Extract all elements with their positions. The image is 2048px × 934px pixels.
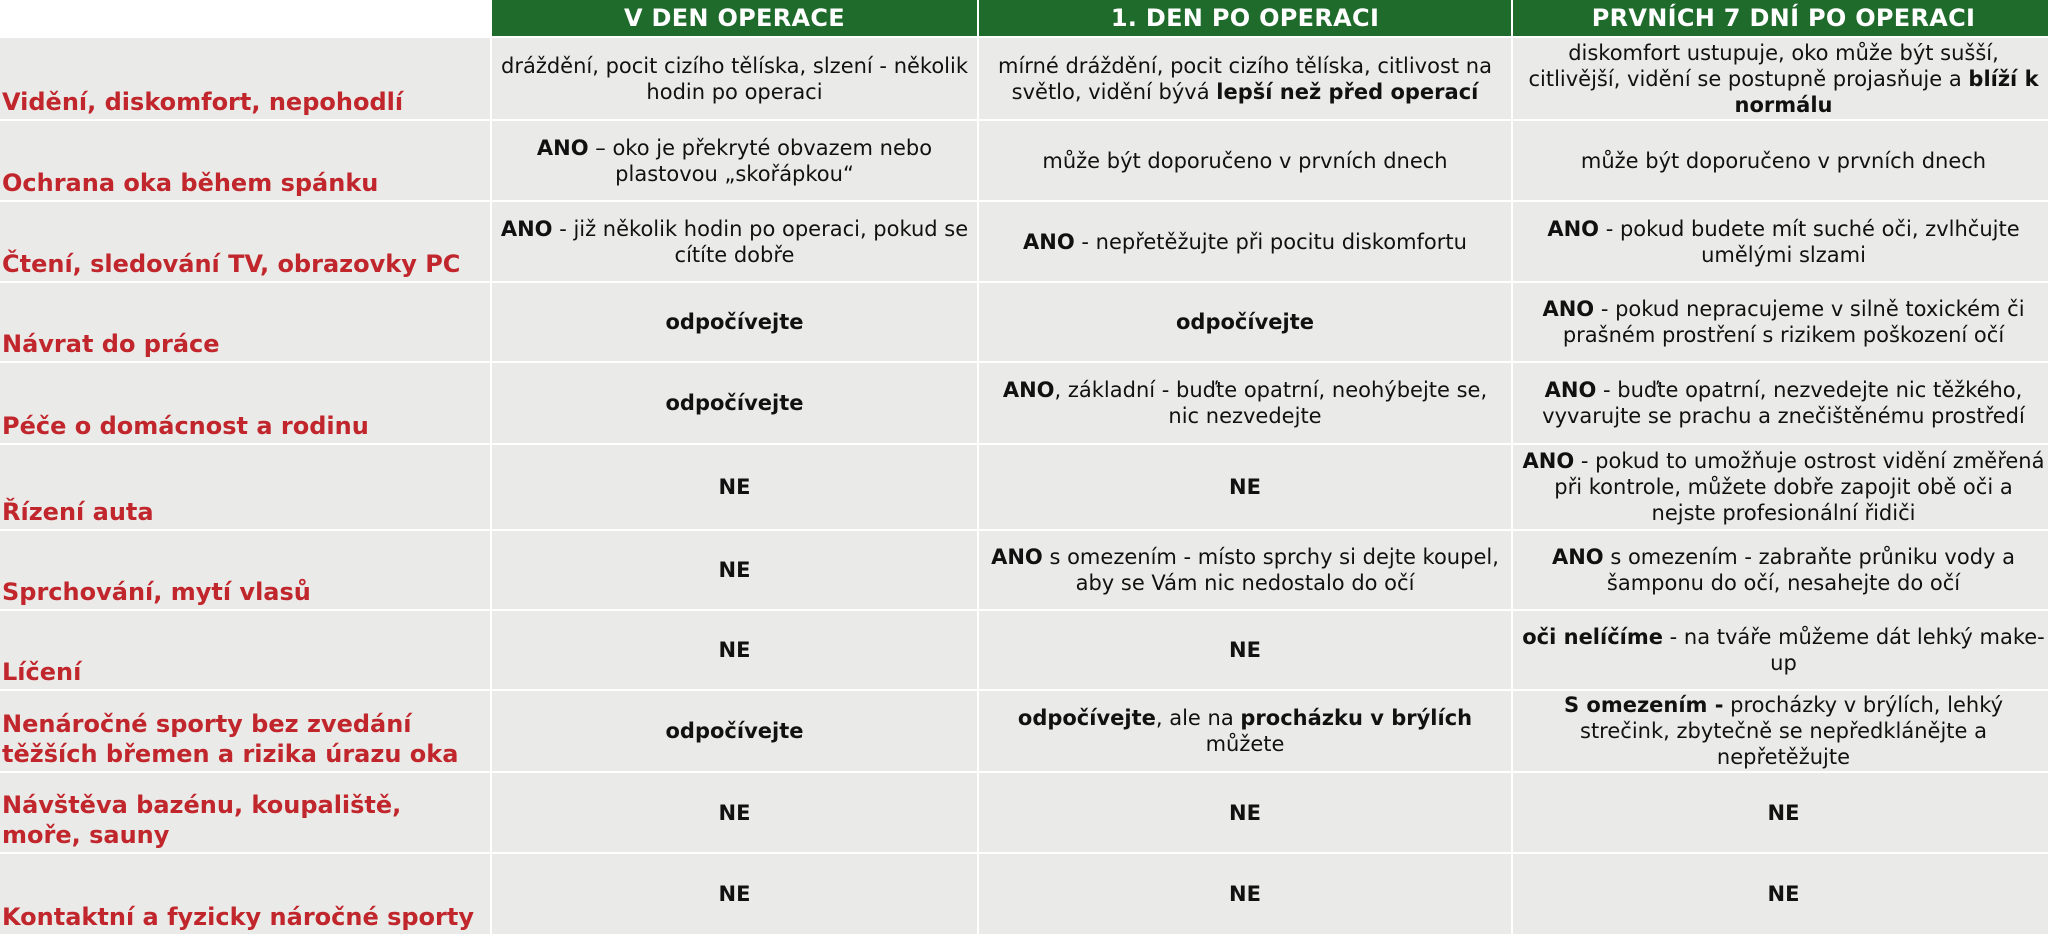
table-cell	[979, 854, 1511, 934]
cell-text-bold: ANO	[536, 135, 589, 160]
table-cell	[979, 38, 1511, 119]
table-cell	[1513, 691, 2048, 771]
cell-text	[1042, 148, 1447, 174]
table-cell	[492, 611, 977, 689]
table-cell	[1513, 611, 2048, 689]
cell-text-bold: NE	[718, 800, 751, 825]
column-header-first-day-after: 1. DEN PO OPERACI	[979, 0, 1511, 36]
cell-text-bold: odpočívejte	[1017, 706, 1156, 730]
cell-text	[1229, 881, 1261, 907]
column-header-day-of-surgery: V DEN OPERACE	[492, 0, 977, 36]
cell-text-bold: ANO	[1544, 378, 1597, 402]
cell-text-segment: - na tváře můžeme dát lehký make-up	[1662, 625, 2045, 675]
cell-text-segment: diskomfort ustupuje, oko může být sušší, citlivější, vidění se postupně projasňuje a	[1528, 40, 1999, 91]
cell-text-bold: NE	[718, 638, 751, 662]
table-corner	[0, 0, 490, 36]
cell-text	[987, 377, 1503, 429]
row-label: Péče o domácnost a rodinu	[0, 363, 490, 443]
cell-text	[1581, 148, 1986, 174]
cell-text	[1521, 624, 2046, 676]
table-cell	[492, 38, 977, 119]
cell-text-bold: NE	[1229, 882, 1261, 906]
table-cell	[979, 363, 1511, 443]
cell-text	[666, 390, 804, 416]
table-cell	[492, 121, 977, 200]
table-cell	[1513, 202, 2048, 281]
cell-text	[719, 637, 751, 663]
cell-text-bold: NE	[718, 475, 751, 499]
table-cell	[492, 445, 977, 529]
table-cell	[979, 121, 1511, 200]
table-cell	[979, 202, 1511, 281]
cell-text-bold: odpočívejte	[665, 391, 804, 415]
cell-text	[666, 309, 804, 335]
cell-text	[1768, 881, 1800, 907]
cell-text-bold: NE	[1767, 800, 1800, 825]
cell-text-bold: ANO	[1023, 229, 1075, 254]
row-label: Vidění, diskomfort, nepohodlí	[0, 38, 490, 119]
cell-text	[500, 216, 969, 268]
row-label: Řízení auta	[0, 445, 490, 529]
cell-text	[1521, 377, 2046, 429]
row-label: Líčení	[0, 611, 490, 689]
cell-text-segment: můžete	[1205, 732, 1285, 756]
cell-text	[987, 544, 1503, 596]
cell-text-bold: NE	[1767, 882, 1800, 906]
cell-text-segment: - již několik hodin po operaci, pokud se cítíte dobře	[552, 216, 969, 267]
cell-text-segment: - nepřetěžujte při pocitu diskomfortu	[1074, 229, 1467, 254]
cell-text-bold: ANO	[1002, 378, 1055, 402]
table-cell	[1513, 121, 2048, 200]
cell-text	[1521, 544, 2046, 596]
cell-text	[719, 557, 751, 583]
table-cell	[1513, 38, 2048, 119]
cell-text	[1521, 692, 2046, 770]
cell-text-bold: NE	[1229, 475, 1261, 499]
cell-text-segment: - pokud nepracujeme v silně toxickém či prašném prostření s rizikem poškození očí	[1562, 297, 2025, 347]
table-cell	[492, 531, 977, 609]
cell-text-bold: NE	[718, 558, 751, 582]
table-cell	[979, 283, 1511, 361]
cell-text	[1229, 800, 1261, 826]
cell-text	[500, 53, 969, 105]
cell-text-bold: ANO	[1551, 545, 1604, 569]
row-label: Kontaktní a fyzicky náročné sporty	[0, 854, 490, 934]
cell-text-bold: blíží k normálu	[1734, 66, 2039, 117]
cell-text-segment: - pokud budete mít suché oči, zvlhčujte umělými slzami	[1599, 216, 2020, 267]
table-cell	[1513, 531, 2048, 609]
row-label: Návštěva bazénu, koupaliště, moře, sauny	[0, 773, 490, 852]
table-cell	[979, 531, 1511, 609]
cell-text	[719, 800, 751, 826]
cell-text-bold: NE	[718, 882, 751, 906]
cell-text-segment: mírné dráždění, pocit cizího tělíska, citlivost na světlo, vidění bývá	[998, 53, 1492, 104]
table-cell	[492, 854, 977, 934]
row-label: Čtení, sledování TV, obrazovky PC	[0, 202, 490, 281]
cell-text	[1521, 448, 2046, 526]
row-label: Nenáročné sporty bez zvedání těžších břemen a rizika úrazu oka	[0, 691, 490, 771]
column-header-first-week-after: PRVNÍCH 7 DNÍ PO OPERACI	[1513, 0, 2048, 36]
cell-text-segment: – oko je překryté obvazem nebo plastovou „skořápkou“	[588, 135, 933, 186]
cell-text-segment: , základní - buďte opatrní, neohýbejte se, nic nezvedejte	[1054, 378, 1488, 428]
cell-text	[1521, 296, 2046, 348]
cell-text	[500, 135, 969, 187]
cell-text-bold: ANO	[500, 216, 553, 241]
cell-text	[1521, 216, 2046, 268]
cell-text-bold: ANO	[991, 545, 1043, 569]
cell-text-segment: s omezením - místo sprchy si dejte koupel, aby se Vám nic nedostalo do očí	[1042, 545, 1499, 595]
cell-text-bold: oči nelíčíme	[1522, 625, 1663, 649]
table-cell	[979, 611, 1511, 689]
table-cell	[1513, 445, 2048, 529]
cell-text	[719, 881, 751, 907]
cell-text-segment: , ale na	[1155, 706, 1241, 730]
cell-text-bold: ANO	[1522, 449, 1575, 473]
table-cell	[979, 691, 1511, 771]
row-label: Návrat do práce	[0, 283, 490, 361]
cell-text-bold: NE	[1229, 638, 1261, 662]
cell-text	[1229, 474, 1261, 500]
table-cell	[492, 363, 977, 443]
cell-text-bold: odpočívejte	[665, 310, 804, 334]
cell-text-bold: NE	[1229, 800, 1261, 825]
table-cell	[492, 283, 977, 361]
cell-text-bold: ANO	[1542, 297, 1595, 321]
cell-text	[666, 718, 804, 744]
cell-text-segment: - pokud to umožňuje ostrost vidění změřená při kontrole, můžete dobře zapojit obě oči a nejste profesionální řidiči	[1554, 449, 2045, 525]
cell-text	[1229, 637, 1261, 663]
table-cell	[492, 691, 977, 771]
table-cell	[1513, 854, 2048, 934]
cell-text	[1023, 229, 1467, 255]
table-cell	[979, 773, 1511, 852]
cell-text-bold: S omezením -	[1563, 693, 1724, 717]
table-cell	[1513, 283, 2048, 361]
cell-text-bold: lepší než před operací	[1216, 79, 1479, 104]
cell-text-bold: procházku v brýlích	[1240, 706, 1473, 730]
cell-text-segment: - buďte opatrní, nezvedejte nic těžkého, vyvarujte se prachu a znečištěnému prostředí	[1542, 378, 2025, 428]
cell-text-segment: dráždění, pocit cizího tělíska, slzení - několik hodin po operaci	[500, 53, 969, 104]
table-cell	[1513, 773, 2048, 852]
row-label: Ochrana oka během spánku	[0, 121, 490, 200]
cell-text-segment: procházky v brýlích, lehký strečink, zbytečně se nepředklánějte a nepřetěžujte	[1580, 693, 2004, 769]
cell-text-segment: může být doporučeno v prvních dnech	[1580, 148, 1987, 173]
cell-text	[1521, 40, 2046, 118]
cell-text	[987, 53, 1503, 105]
table-cell	[979, 445, 1511, 529]
cell-text-segment: s omezením - zabraňte průniku vody a šamponu do očí, nesahejte do očí	[1603, 545, 2016, 595]
cell-text	[987, 705, 1503, 757]
cell-text-segment: může být doporučeno v prvních dnech	[1042, 148, 1448, 173]
row-label: Sprchování, mytí vlasů	[0, 531, 490, 609]
cell-text	[719, 474, 751, 500]
cell-text-bold: odpočívejte	[665, 719, 804, 743]
table-cell	[492, 202, 977, 281]
cell-text-bold: ANO	[1547, 216, 1600, 241]
table-cell	[492, 773, 977, 852]
cell-text-bold: odpočívejte	[1176, 310, 1314, 334]
cell-text	[1768, 800, 1800, 826]
cell-text	[1176, 309, 1314, 335]
table-cell	[1513, 363, 2048, 443]
